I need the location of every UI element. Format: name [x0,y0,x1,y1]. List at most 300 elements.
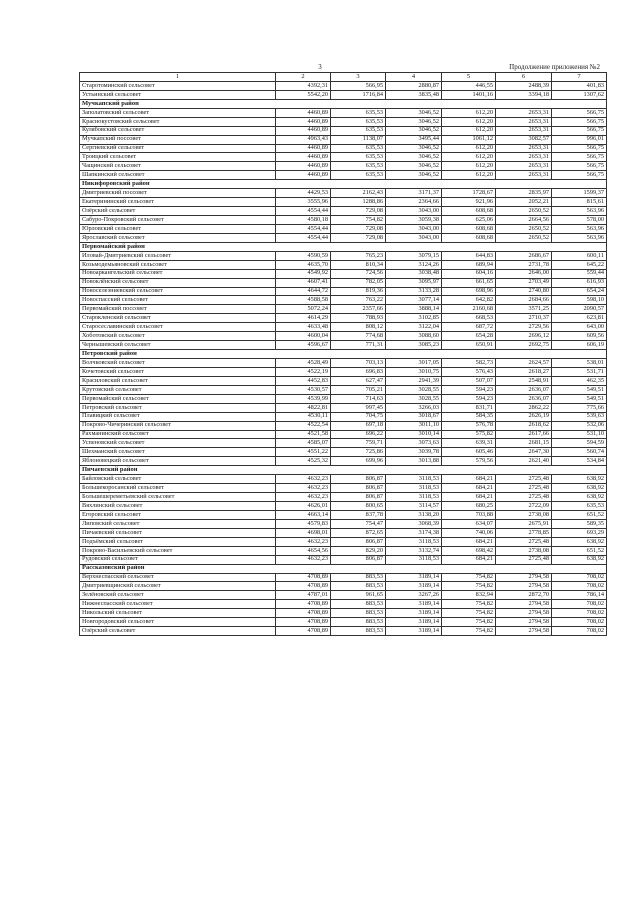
value-cell-col-5: 605,46 [442,448,496,457]
value-cell-col-5: 754,82 [442,627,496,636]
table-row [80,278,607,287]
district-name: Пичаевский район [80,466,607,475]
district-header-row [80,564,607,573]
table-row [80,171,607,180]
settlement-name: Озёрский сельсовет [80,207,276,216]
value-cell-col-2: 4460,89 [276,162,331,171]
value-cell-col-7: 1599,37 [552,189,607,198]
value-cell-col-4: 3888,14 [386,305,442,314]
value-cell-col-7: 638,92 [552,555,607,564]
value-cell-col-5: 754,82 [442,573,496,582]
value-cell-col-2: 4549,92 [276,269,331,278]
value-cell-col-3: 1288,86 [331,198,386,207]
value-cell-col-6: 2646,00 [496,269,552,278]
value-cell-col-5: 576,43 [442,367,496,376]
value-cell-col-5: 594,23 [442,394,496,403]
table-row [80,216,607,225]
value-cell-col-7: 1307,62 [552,90,607,99]
settlement-name: Новгородовский сельсовет [80,618,276,627]
value-cell-col-3: 696,22 [331,430,386,439]
value-cell-col-7: 616,93 [552,278,607,287]
table-row [80,207,607,216]
value-cell-col-5: 650,91 [442,341,496,350]
value-cell-col-2: 4554,44 [276,224,331,233]
value-cell-col-5: 608,68 [442,233,496,242]
value-cell-col-3: 635,53 [331,108,386,117]
settlement-name: Новоклёнский сельсовет [80,278,276,287]
table-row [80,528,607,537]
value-cell-col-5: 584,35 [442,412,496,421]
value-cell-col-6: 2653,31 [496,108,552,117]
value-cell-col-5: 680,25 [442,502,496,511]
value-cell-col-2: 4632,23 [276,555,331,564]
value-cell-col-7: 708,02 [552,573,607,582]
table-row [80,627,607,636]
value-cell-col-4: 3267,26 [386,591,442,600]
value-cell-col-5: 625,06 [442,216,496,225]
value-cell-col-7: 708,02 [552,600,607,609]
table-row [80,359,607,368]
column-number: 2 [276,73,331,82]
value-cell-col-5: 612,20 [442,126,496,135]
value-cell-col-3: 763,22 [331,296,386,305]
district-header-row [80,350,607,359]
value-cell-col-4: 3189,14 [386,573,442,582]
table-row [80,162,607,171]
settlement-name: Иловай-Дмитриевский сельсовет [80,251,276,260]
value-cell-col-4: 2364,66 [386,198,442,207]
value-cell-col-3: 1138,07 [331,135,386,144]
value-cell-col-3: 703,13 [331,359,386,368]
value-cell-col-3: 883,53 [331,618,386,627]
value-cell-col-4: 3046,52 [386,126,442,135]
value-cell-col-3: 806,87 [331,537,386,546]
table-row [80,484,607,493]
value-cell-col-3: 705,21 [331,385,386,394]
value-cell-col-2: 4708,89 [276,573,331,582]
value-cell-col-6: 2636,07 [496,385,552,394]
value-cell-col-4: 2941,39 [386,376,442,385]
value-cell-col-7: 566,75 [552,126,607,135]
value-cell-col-6: 3571,25 [496,305,552,314]
value-cell-col-5: 2160,68 [442,305,496,314]
value-cell-col-4: 3114,57 [386,502,442,511]
value-cell-col-4: 3010,75 [386,367,442,376]
value-cell-col-5: 654,28 [442,332,496,341]
value-cell-col-7: 708,02 [552,582,607,591]
settlement-name: Первомайский поссовет [80,305,276,314]
value-cell-col-6: 2794,58 [496,627,552,636]
settlement-name: Большешереметьевский сельсовет [80,493,276,502]
value-cell-col-7: 651,52 [552,546,607,555]
value-cell-col-3: 837,78 [331,510,386,519]
value-cell-col-5: 608,68 [442,207,496,216]
value-cell-col-6: 2618,62 [496,421,552,430]
value-cell-col-6: 2794,58 [496,609,552,618]
value-cell-col-2: 4708,89 [276,600,331,609]
value-cell-col-5: 1728,67 [442,189,496,198]
settlement-name: Зелёновский сельсовет [80,591,276,600]
column-number: 7 [552,73,607,82]
value-cell-col-7: 609,56 [552,332,607,341]
value-cell-col-6: 2653,31 [496,171,552,180]
table-row [80,260,607,269]
table-row [80,403,607,412]
value-cell-col-2: 4554,44 [276,233,331,242]
value-cell-col-7: 538,01 [552,359,607,368]
value-cell-col-7: 693,29 [552,528,607,537]
value-cell-col-7: 401,83 [552,81,607,90]
value-cell-col-3: 806,87 [331,555,386,564]
value-cell-col-7: 549,51 [552,385,607,394]
value-cell-col-5: 594,23 [442,385,496,394]
settlement-name: Старотоминский сельсовет [80,81,276,90]
table-row [80,412,607,421]
value-cell-col-6: 2675,91 [496,519,552,528]
value-cell-col-3: 872,65 [331,528,386,537]
value-cell-col-6: 2650,52 [496,224,552,233]
value-cell-col-4: 3043,00 [386,233,442,242]
value-cell-col-5: 608,68 [442,224,496,233]
column-number: 6 [496,73,552,82]
value-cell-col-2: 4698,01 [276,528,331,537]
value-cell-col-7: 2090,57 [552,305,607,314]
value-cell-col-4: 3046,52 [386,117,442,126]
value-cell-col-2: 4644,72 [276,287,331,296]
table-row [80,376,607,385]
table-row [80,439,607,448]
value-cell-col-2: 4632,23 [276,493,331,502]
settlement-name: Петровский сельсовет [80,403,276,412]
value-cell-col-4: 3010,14 [386,430,442,439]
value-cell-col-5: 612,20 [442,108,496,117]
settlement-name: Егоровский сельсовет [80,510,276,519]
value-cell-col-6: 2647,30 [496,448,552,457]
value-cell-col-4: 3102,85 [386,314,442,323]
value-cell-col-6: 2653,31 [496,162,552,171]
value-cell-col-5: 754,82 [442,582,496,591]
table-row [80,296,607,305]
value-cell-col-7: 996,01 [552,135,607,144]
value-cell-col-4: 3189,14 [386,582,442,591]
value-cell-col-7: 775,66 [552,403,607,412]
district-header-row [80,99,607,108]
value-cell-col-2: 4626,01 [276,502,331,511]
value-cell-col-7: 549,51 [552,394,607,403]
value-cell-col-4: 3174,38 [386,528,442,537]
value-cell-col-4: 3835,48 [386,90,442,99]
value-cell-col-2: 4708,89 [276,627,331,636]
value-cell-col-7: 638,92 [552,537,607,546]
table-body [80,81,607,635]
value-cell-col-3: 566,95 [331,81,386,90]
value-cell-col-4: 3266,03 [386,403,442,412]
value-cell-col-6: 2548,91 [496,376,552,385]
value-cell-col-6: 2650,52 [496,233,552,242]
value-cell-col-3: 883,53 [331,582,386,591]
value-cell-col-6: 2626,19 [496,412,552,421]
value-cell-col-7: 532,06 [552,421,607,430]
value-cell-col-2: 4429,53 [276,189,331,198]
value-cell-col-4: 3013,88 [386,457,442,466]
table-row [80,394,607,403]
value-cell-col-6: 2740,80 [496,287,552,296]
value-cell-col-6: 2686,67 [496,251,552,260]
settlement-name: Екатерининский сельсовет [80,198,276,207]
table-row [80,251,607,260]
table-row [80,135,607,144]
value-cell-col-5: 754,82 [442,600,496,609]
value-cell-col-7: 708,02 [552,609,607,618]
table-row [80,457,607,466]
table-row [80,224,607,233]
value-cell-col-5: 698,42 [442,546,496,555]
district-header-row [80,242,607,251]
value-cell-col-7: 606,19 [552,341,607,350]
value-cell-col-4: 3046,52 [386,108,442,117]
table-row [80,385,607,394]
value-cell-col-2: 4708,89 [276,609,331,618]
table-row [80,493,607,502]
settlement-name: Ярославский сельсовет [80,233,276,242]
value-cell-col-3: 729,08 [331,207,386,216]
settlement-name: Вяхлинский сельсовет [80,502,276,511]
table-row [80,510,607,519]
value-cell-col-5: 579,56 [442,457,496,466]
value-cell-col-6: 2794,58 [496,573,552,582]
value-cell-col-3: 883,53 [331,600,386,609]
value-cell-col-3: 997,45 [331,403,386,412]
value-cell-col-3: 729,08 [331,224,386,233]
value-cell-col-3: 635,53 [331,171,386,180]
value-cell-col-5: 687,72 [442,323,496,332]
value-cell-col-4: 3028,55 [386,385,442,394]
value-cell-col-2: 4522,19 [276,367,331,376]
value-cell-col-6: 2624,57 [496,359,552,368]
value-cell-col-5: 740,06 [442,528,496,537]
district-header-row [80,180,607,189]
value-cell-col-3: 754,82 [331,216,386,225]
settlement-name: Хоботовский сельсовет [80,332,276,341]
value-cell-col-2: 4708,89 [276,618,331,627]
value-cell-col-4: 3118,53 [386,555,442,564]
column-number-row [80,73,607,82]
settlement-name: Крутовский сельсовет [80,385,276,394]
value-cell-col-2: 4708,89 [276,582,331,591]
value-cell-col-7: 708,02 [552,618,607,627]
value-cell-col-5: 668,53 [442,314,496,323]
table-row [80,332,607,341]
value-cell-col-7: 638,92 [552,475,607,484]
value-cell-col-7: 594,59 [552,439,607,448]
value-cell-col-6: 2696,12 [496,332,552,341]
value-cell-col-3: 724,56 [331,269,386,278]
value-cell-col-6: 2725,48 [496,493,552,502]
value-cell-col-7: 566,75 [552,162,607,171]
value-cell-col-6: 2725,48 [496,475,552,484]
settlement-name: Дмитриевский поссовет [80,189,276,198]
value-cell-col-3: 696,83 [331,367,386,376]
table-row [80,519,607,528]
value-cell-col-2: 4551,22 [276,448,331,457]
value-cell-col-3: 774,68 [331,332,386,341]
settlement-name: Покрово-Васильевский сельсовет [80,546,276,555]
value-cell-col-2: 4585,07 [276,439,331,448]
value-cell-col-2: 4596,67 [276,341,331,350]
value-cell-col-3: 788,93 [331,314,386,323]
value-cell-col-5: 612,20 [442,117,496,126]
district-header-row [80,466,607,475]
table-row [80,81,607,90]
value-cell-col-4: 3079,15 [386,251,442,260]
value-cell-col-7: 645,22 [552,260,607,269]
value-cell-col-4: 3085,23 [386,341,442,350]
value-cell-col-4: 3133,28 [386,287,442,296]
value-cell-col-3: 883,53 [331,573,386,582]
value-cell-col-5: 507,07 [442,376,496,385]
value-cell-col-4: 3132,74 [386,546,442,555]
value-cell-col-3: 883,53 [331,627,386,636]
value-cell-col-3: 782,05 [331,278,386,287]
value-cell-col-4: 3046,52 [386,171,442,180]
value-cell-col-7: 531,10 [552,430,607,439]
value-cell-col-4: 3189,14 [386,600,442,609]
settlement-name: Устьинский сельсовет [80,90,276,99]
value-cell-col-5: 612,20 [442,171,496,180]
value-cell-col-2: 4460,89 [276,117,331,126]
value-cell-col-2: 4460,89 [276,144,331,153]
value-cell-col-2: 4525,32 [276,457,331,466]
value-cell-col-2: 4539,99 [276,394,331,403]
value-cell-col-3: 635,53 [331,153,386,162]
value-cell-col-6: 2725,48 [496,555,552,564]
value-cell-col-2: 4452,83 [276,376,331,385]
value-cell-col-5: 661,65 [442,278,496,287]
value-cell-col-4: 3077,14 [386,296,442,305]
table-row [80,502,607,511]
table-row [80,126,607,135]
value-cell-col-4: 3039,78 [386,448,442,457]
settlement-name: Красиловский сельсовет [80,376,276,385]
value-cell-col-2: 4632,23 [276,475,331,484]
value-cell-col-6: 2684,66 [496,296,552,305]
settlement-name: Никольский сельсовет [80,609,276,618]
value-cell-col-2: 4633,48 [276,323,331,332]
value-cell-col-4: 3018,67 [386,412,442,421]
settlement-name: Байловский сельсовет [80,475,276,484]
settlement-name: Озёрский сельсовет [80,627,276,636]
page-number: 3 [318,63,322,71]
value-cell-col-6: 2872,70 [496,591,552,600]
value-cell-col-2: 4588,58 [276,296,331,305]
value-cell-col-2: 4579,83 [276,519,331,528]
value-cell-col-2: 4590,59 [276,251,331,260]
value-cell-col-2: 4460,89 [276,126,331,135]
value-cell-col-5: 831,71 [442,403,496,412]
value-cell-col-6: 2052,21 [496,198,552,207]
table-row [80,367,607,376]
value-cell-col-5: 689,94 [442,260,496,269]
value-cell-col-2: 4530,57 [276,385,331,394]
settlement-name: Шапкинский сельсовет [80,171,276,180]
value-cell-col-6: 2725,48 [496,484,552,493]
value-cell-col-7: 786,14 [552,591,607,600]
column-number: 4 [386,73,442,82]
value-cell-col-4: 3118,53 [386,475,442,484]
value-cell-col-5: 684,21 [442,484,496,493]
settlement-name: Старокленский сельсовет [80,314,276,323]
column-number: 1 [80,73,276,82]
value-cell-col-2: 4530,11 [276,412,331,421]
value-cell-col-3: 800,65 [331,502,386,511]
value-cell-col-6: 2488,39 [496,81,552,90]
value-cell-col-4: 3495,44 [386,135,442,144]
value-cell-col-4: 3088,60 [386,332,442,341]
value-cell-col-5: 684,21 [442,555,496,564]
settlement-name: Рудовский сельсовет [80,555,276,564]
table-row [80,430,607,439]
value-cell-col-3: 714,63 [331,394,386,403]
value-cell-col-4: 3118,53 [386,493,442,502]
value-cell-col-6: 2636,07 [496,394,552,403]
settlement-name: Троицкий сельсовет [80,153,276,162]
value-cell-col-4: 3043,00 [386,224,442,233]
value-cell-col-3: 697,18 [331,421,386,430]
value-cell-col-3: 704,75 [331,412,386,421]
value-cell-col-6: 2664,56 [496,216,552,225]
settlement-name: Рахманинский сельсовет [80,430,276,439]
table-row [80,582,607,591]
value-cell-col-2: 4600,04 [276,332,331,341]
value-cell-col-3: 627,47 [331,376,386,385]
value-cell-col-6: 2794,58 [496,600,552,609]
value-cell-col-5: 698,96 [442,287,496,296]
value-cell-col-7: 654,24 [552,287,607,296]
value-cell-col-6: 2722,09 [496,502,552,511]
value-cell-col-6: 2738,08 [496,546,552,555]
table-row [80,475,607,484]
value-cell-col-6: 2650,52 [496,207,552,216]
value-cell-col-7: 578,00 [552,216,607,225]
value-cell-col-2: 4654,56 [276,546,331,555]
value-cell-col-3: 883,53 [331,609,386,618]
value-cell-col-4: 3118,53 [386,484,442,493]
value-cell-col-5: 684,21 [442,475,496,484]
value-cell-col-2: 4963,43 [276,135,331,144]
settlement-name: Первомайский сельсовет [80,394,276,403]
value-cell-col-4: 3017,05 [386,359,442,368]
value-cell-col-7: 531,71 [552,367,607,376]
value-cell-col-7: 563,96 [552,207,607,216]
table-row [80,323,607,332]
value-cell-col-4: 3124,26 [386,260,442,269]
settlement-name: Липовский сельсовет [80,519,276,528]
value-cell-col-7: 566,75 [552,153,607,162]
value-cell-col-4: 3046,52 [386,162,442,171]
settlement-name: Шехманский сельсовет [80,448,276,457]
settlement-name: Подъёмский сельсовет [80,537,276,546]
value-cell-col-3: 806,87 [331,475,386,484]
value-cell-col-2: 5072,24 [276,305,331,314]
table-row [80,305,607,314]
value-cell-col-4: 2880,87 [386,81,442,90]
value-cell-col-7: 566,75 [552,144,607,153]
value-cell-col-5: 612,20 [442,153,496,162]
value-cell-col-2: 4635,70 [276,260,331,269]
value-cell-col-3: 635,53 [331,144,386,153]
value-cell-col-4: 3028,55 [386,394,442,403]
value-cell-col-7: 563,96 [552,224,607,233]
